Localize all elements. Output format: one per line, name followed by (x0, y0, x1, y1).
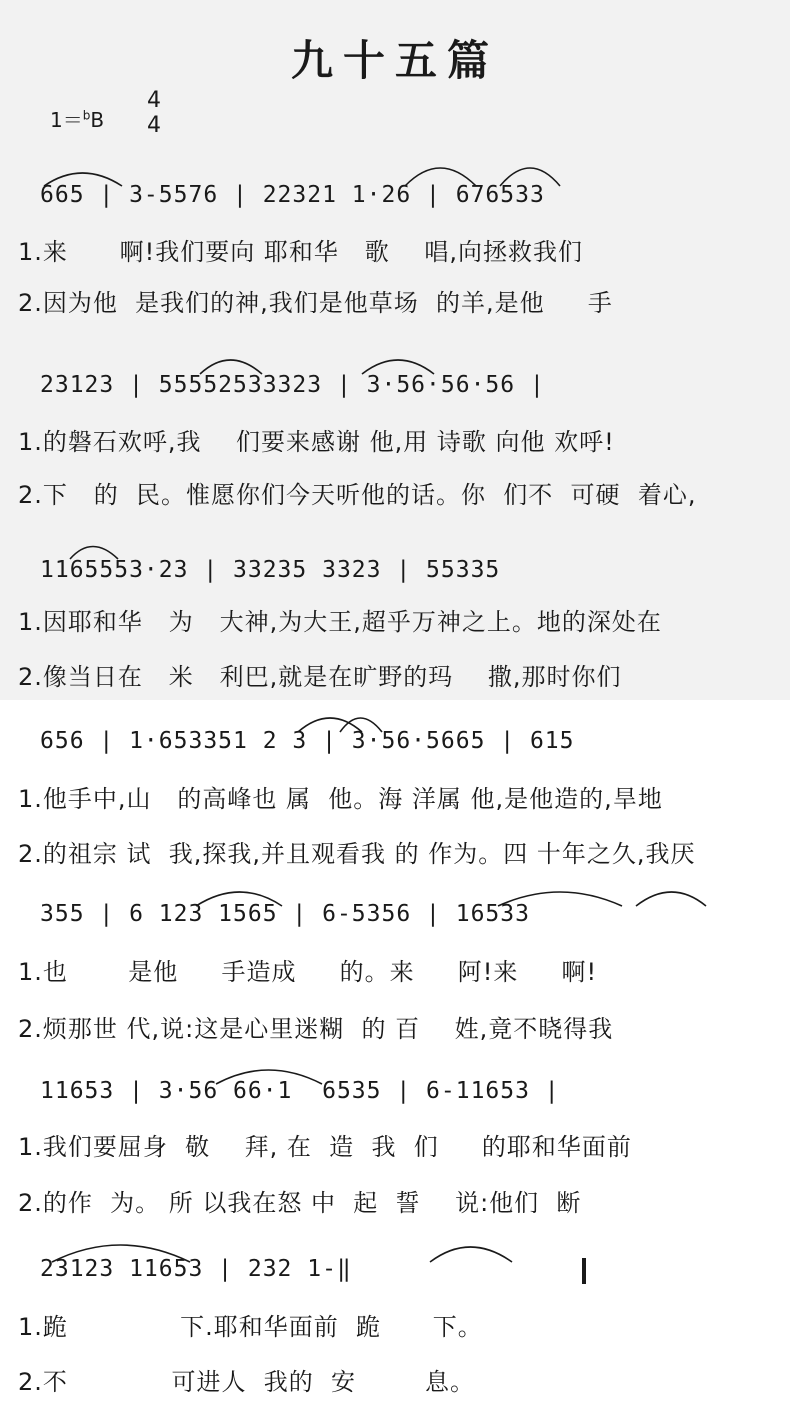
notation-line: 665 | 3-5576 | 22321 1·26 | 676533 (40, 182, 545, 208)
key-prefix: 1＝ (50, 108, 83, 132)
final-barline (582, 1258, 586, 1284)
lyric-verse-1: 1.跪 下.耶和华面前 跪 下。 (18, 1313, 483, 1341)
meter-bottom: 4 (147, 113, 161, 138)
lyric-verse-1: 1.的磐石欢呼,我 们要来感谢 他,用 诗歌 向他 欢呼! (18, 428, 615, 456)
notation-line: 355 | 6 123 1565 | 6-5356 | 16533 (40, 901, 530, 927)
lyric-verse-1: 1.也 是他 手造成 的。来 阿!来 啊! (18, 958, 598, 986)
lyric-verse-1: 1.他手中,山 的高峰也 属 他。海 洋属 他,是他造的,旱地 (18, 785, 663, 813)
lyric-verse-1: 1.来 啊!我们要向 耶和华 歌 唱,向拯救我们 (18, 238, 583, 266)
key-signature (50, 104, 104, 133)
notation-line: 23123 | 55552533323 | 3·56·56·56 | (40, 372, 545, 398)
flat-sign: b (82, 108, 91, 123)
notation-line: 1165553·23 | 33235 3323 | 55335 (40, 557, 501, 583)
meter-top: 4 (147, 88, 161, 113)
key-note: B (90, 108, 105, 132)
lyric-verse-2: 2.像当日在 米 利巴,就是在旷野的玛 撒,那时你们 (18, 663, 622, 691)
lyric-verse-2: 2.的祖宗 试 我,探我,并且观看我 的 作为。四 十年之久,我厌 (18, 840, 696, 868)
upper-shaded-area (0, 0, 790, 700)
lyric-verse-1: 1.我们要屈身 敬 拜, 在 造 我 们 的耶和华面前 (18, 1133, 632, 1161)
time-signature (144, 88, 164, 138)
song-title: 九十五篇 (290, 36, 499, 85)
lyric-verse-2: 2.因为他 是我们的神,我们是他草场 的羊,是他 手 (18, 289, 613, 317)
lyric-verse-2: 2.不 可进人 我的 安 息。 (18, 1368, 475, 1396)
notation-line: 11653 | 3·56 66·1 6535 | 6-11653 | (40, 1078, 560, 1104)
lyric-verse-2: 2.下 的 民。惟愿你们今天听他的话。你 们不 可硬 着心, (18, 481, 697, 509)
notation-line: 656 | 1·653351 2 3 | 3·56·5665 | 615 (40, 728, 575, 754)
lyric-verse-2: 2.烦那世 代,说:这是心里迷糊 的 百 姓,竟不晓得我 (18, 1015, 614, 1043)
lyric-verse-2: 2.的作 为。 所 以我在怒 中 起 誓 说:他们 断 (18, 1189, 582, 1217)
notation-line: 23123 11653 | 232 1-‖ (40, 1256, 352, 1282)
lyric-verse-1: 1.因耶和华 为 大神,为大王,超乎万神之上。地的深处在 (18, 608, 662, 636)
